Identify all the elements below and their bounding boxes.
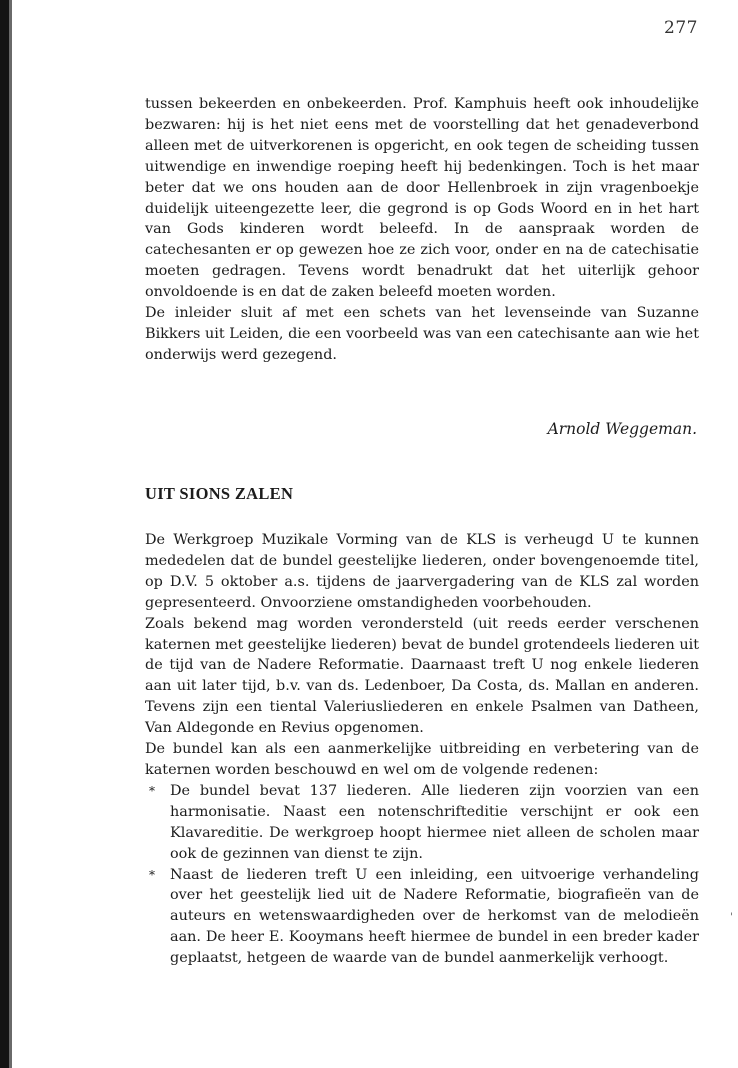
list-item-text: Naast de liederen treft U een inleiding, een uitvoerige verhandeling over het geestelijk lied uit de Nadere Reformatie, biografieën van de auteurs en wetenswaardigheden over de herkomst van de melodieën aan. De heer E. Kooymans heeft hiermee de bundel in een breder kader geplaatst, hetgeen de waarde van de bundel aanmerkelijk verhoogt. <box>170 866 699 967</box>
paragraph: tussen bekeerden en onbekeerden. Prof. Kamphuis heeft ook inhoudelijke bezwaren: hij is het niet eens met de voorstelling dat het genadeverbond alleen met de uitverkorenen is opgericht, en ook tegen de scheiding tussen uitwendige en inwendige roeping heeft hij bedenkingen. Toch is het maar beter dat we ons houden aan de door Hellenbroek in zijn vragenboekje duidelijk uiteengezette leer, die gegrond is op Gods Woord en in het hart van Gods kinderen wordt beleefd. In de aanspraak worden de catechesanten er op gewezen hoe ze zich voor, onder en na de catechisatie moeten gedragen. Tevens wordt benadrukt dat het uiterlijk gehoor onvoldoende is en dat de zaken beleefd moeten worden. <box>145 96 699 301</box>
reasons-list <box>145 781 699 969</box>
page-number: 277 <box>664 18 698 38</box>
list-item-text: De bundel bevat 137 liederen. Alle liederen zijn voorzien van een harmonisatie. Naast een notenschrifteditie verschijnt er ook een Klavareditie. De werkgroep hoopt hiermee niet alleen de scholen maar ook de gezinnen van dienst te zijn. <box>170 782 699 862</box>
bullet-marker: * <box>149 867 155 882</box>
scan-artifact-mark: ' <box>730 912 733 923</box>
previous-article-text <box>145 94 699 366</box>
paragraph: De inleider sluit af met een schets van het levenseinde van Suzanne Bikkers uit Leiden, die een voorbeeld was van een catechisante aan wie het onderwijs werd gezegend. <box>145 305 699 363</box>
scan-binding-edge <box>0 0 9 1068</box>
section-body <box>145 530 699 969</box>
scan-binding-shadow <box>9 0 12 1068</box>
paragraph: De Werkgroep Muzikale Vorming van de KLS is verheugd U te kunnen mededelen dat de bundel geestelijke liederen, onder bovengenoemde titel, op D.V. 5 oktober a.s. tijdens de jaarvergadering van de KLS zal worden gepresenteerd. Onvoorziene omstandigheden voorbehouden. <box>145 532 699 611</box>
section-heading: UIT SIONS ZALEN <box>145 484 294 503</box>
list-item <box>145 865 699 970</box>
list-item <box>145 781 699 865</box>
author-signature: Arnold Weggeman. <box>547 420 697 438</box>
paragraph: Zoals bekend mag worden verondersteld (uit reeds eerder verschenen katernen met geestelijke liederen) bevat de bundel grotendeels liederen uit de tijd van de Nadere Reformatie. Daarnaast treft U nog enkele liederen aan uit later tijd, b.v. van ds. Ledenboer, Da Costa, ds. Mallan en anderen. Tevens zijn een tiental Valeriusliederen en enkele Psalmen van Datheen, Van Aldegonde en Revius opgenomen. <box>145 615 699 737</box>
bullet-marker: * <box>149 783 155 798</box>
paragraph: De bundel kan als een aanmerkelijke uitbreiding en verbetering van de katernen worden beschouwd en wel om de volgende redenen: <box>145 741 699 778</box>
